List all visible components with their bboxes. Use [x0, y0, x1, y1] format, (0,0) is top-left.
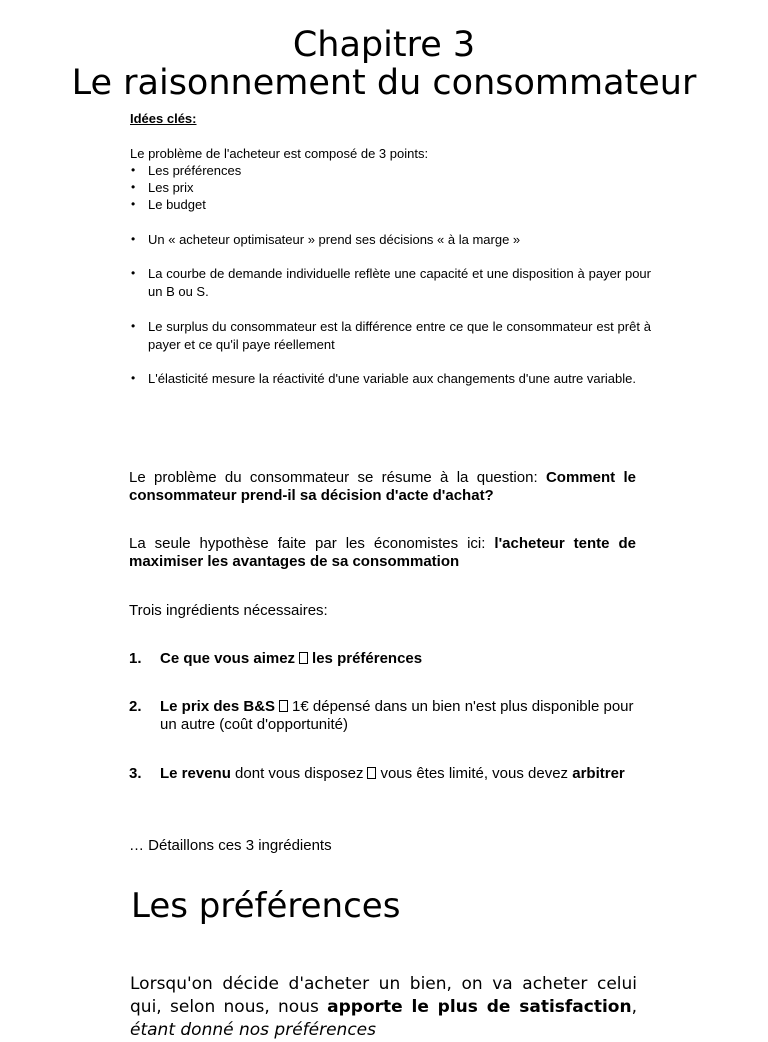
- arrow-placeholder-icon: [279, 700, 288, 712]
- ingredient-item-prix: Le prix des B&S 1€ dépensé dans un bien n'est plus disponible pour un autre (coût d'opportunité): [160, 698, 634, 733]
- chapter-number: Chapitre 3: [292, 25, 476, 65]
- bullet-icon: •: [131, 197, 136, 211]
- chapter-title: Le raisonnement du consommateur: [71, 63, 697, 103]
- item-number: 3.: [129, 765, 142, 782]
- paragraph-ingredients: Trois ingrédients nécessaires:: [129, 602, 328, 619]
- point-budget: Le budget: [148, 197, 206, 212]
- key-idea-bullet: Un « acheteur optimisateur » prend ses décisions « à la marge »: [148, 232, 521, 247]
- key-idea-bullet: La courbe de demande individuelle reflète une capacité et une disposition à payer pour un B ou S.: [148, 266, 651, 299]
- satisfaction-emphasis: apporte le plus de satisfaction: [327, 997, 632, 1017]
- point-prix: Les prix: [148, 180, 194, 195]
- paragraph-closing: … Détaillons ces 3 ingrédients: [129, 837, 332, 854]
- paragraph-hypothesis: La seule hypothèse faite par les économistes ici: l'acheteur tente de maximiser les avantages de sa consommation: [129, 535, 636, 570]
- ingredient-item-preferences: Ce que vous aimez les préférences: [160, 650, 423, 667]
- bullet-icon: •: [131, 371, 136, 385]
- key-ideas-intro: Le problème de l'acheteur est composé de 3 points:: [130, 146, 429, 161]
- ingredient-item-revenu: Le revenu dont vous disposez vous êtes limité, vous devez arbitrer: [160, 765, 625, 782]
- item-number: 2.: [129, 698, 142, 715]
- key-idea-bullet: L'élasticité mesure la réactivité d'une variable aux changements d'une autre variable.: [148, 371, 637, 386]
- bullet-icon: •: [131, 163, 136, 177]
- arrow-placeholder-icon: [367, 767, 376, 779]
- bullet-icon: •: [131, 319, 136, 333]
- hypothesis-emphasis: l'acheteur tente de maximiser les avantages de sa consommation: [129, 535, 636, 570]
- question-emphasis: Comment le consommateur prend-il sa décision d'acte d'achat?: [129, 469, 636, 504]
- section-heading-preferences: Les préférences: [131, 886, 401, 926]
- key-idea-bullet: Le surplus du consommateur est la différence entre ce que le consommateur est prêt à payer et ce qu'il paye réellement: [148, 319, 651, 352]
- point-preferences: Les préférences: [148, 163, 242, 178]
- key-ideas-heading: Idées clés:: [130, 111, 197, 126]
- bullet-icon: •: [131, 180, 136, 194]
- item-number: 1.: [129, 650, 142, 667]
- bullet-icon: •: [131, 266, 136, 280]
- arrow-placeholder-icon: [299, 652, 308, 664]
- bullet-icon: •: [131, 232, 136, 246]
- preferences-paragraph: Lorsqu'on décide d'acheter un bien, on va acheter celui qui, selon nous, nous apporte le plus de satisfaction, étant donné nos préférences: [130, 974, 637, 1040]
- paragraph-question: Le problème du consommateur se résume à la question: Comment le consommateur prend-il sa décision d'acte d'achat?: [129, 469, 636, 504]
